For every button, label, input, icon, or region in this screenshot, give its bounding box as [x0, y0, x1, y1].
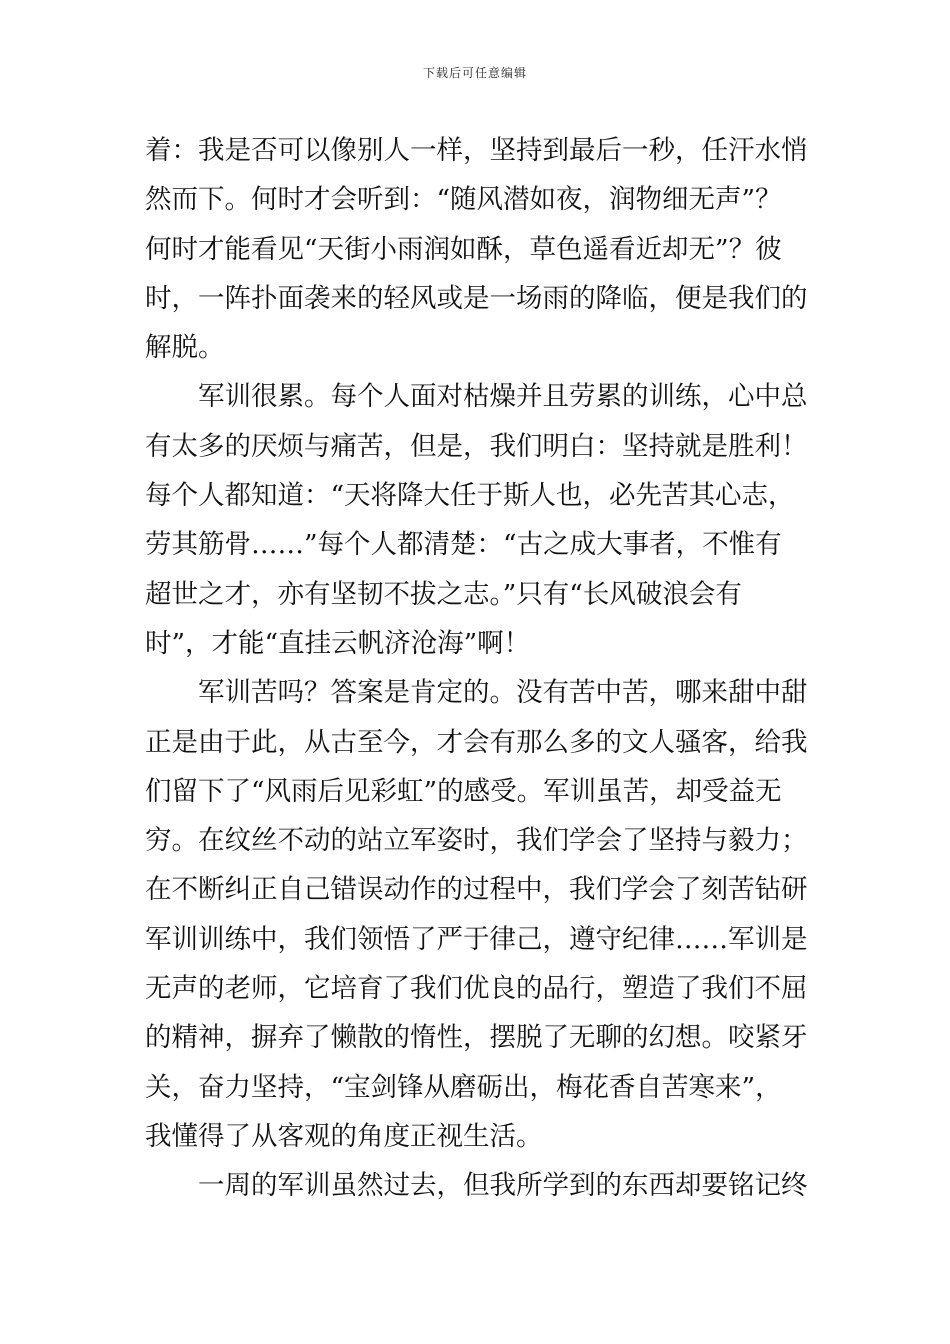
text-line: 们留下了“风雨后见彩虹”的感受。军训虽苦，却受益无 [145, 775, 782, 807]
text-line: 军训很累。每个人面对枯燥并且劳累的训练，心中总 [198, 381, 808, 413]
text-line: 的精神，摒弃了懒散的惰性，摆脱了无聊的幻想。咬紧牙 [145, 1022, 808, 1054]
text-line: 劳其筋骨……”每个人都清楚：“古之成大事者，不惟有 [145, 529, 782, 561]
text-line: 在不断纠正自己错误动作的过程中，我们学会了刻苦钻研 [145, 874, 808, 906]
text-line: 我懂得了从客观的角度正视生活。 [145, 1120, 543, 1152]
paragraph-training-hard [145, 668, 811, 1161]
text-line: 军训苦吗？答案是肯定的。没有苦中苦，哪来甜中甜 [198, 677, 808, 709]
paragraph-training-tiring [145, 372, 811, 668]
text-line: 着：我是否可以像别人一样，坚持到最后一秒，任汗水悄 [145, 135, 808, 166]
text-line: 军训训练中，我们领悟了严于律己，遵守纪律……军训是 [145, 923, 808, 955]
paragraph-week-over [145, 1161, 811, 1210]
text-line: 何时才能看见“天街小雨润如酥，草色遥看近却无”？彼 [145, 233, 782, 265]
text-line: 有太多的厌烦与痛苦，但是，我们明白：坚持就是胜利！ [145, 430, 808, 462]
text-line: 时，一阵扑面袭来的轻风或是一场雨的降临，便是我们的 [145, 282, 808, 314]
page-header: 下载后可任意编辑 [422, 66, 527, 80]
text-line: 穷。在纹丝不动的站立军姿时，我们学会了坚持与毅力； [145, 825, 808, 857]
text-line: 每个人都知道：“天将降大任于斯人也，必先苦其心志， [145, 480, 795, 512]
paragraph-continuation [145, 126, 811, 372]
text-line: 无声的老师，它培育了我们优良的品行，塑造了我们不屈 [145, 973, 808, 1005]
text-line: 正是由于此，从古至今，才会有那么多的文人骚客，给我 [145, 726, 808, 758]
text-line: 关，奋力坚持，“宝剑锋从磨砺出，梅花香自苦寒来”， [145, 1071, 782, 1103]
text-line: 解脱。 [145, 332, 225, 364]
text-line: 时”，才能“直挂云帆济沧海”啊！ [145, 627, 531, 659]
document-body [145, 126, 811, 1211]
text-line: 超世之才，亦有坚韧不拔之志。”只有“长风破浪会有 [145, 578, 742, 610]
text-line: 然而下。何时才会听到：“随风潜如夜，润物细无声”？ [145, 184, 782, 216]
text-line: 一周的军训虽然过去，但我所学到的东西却要铭记终 [198, 1170, 808, 1202]
